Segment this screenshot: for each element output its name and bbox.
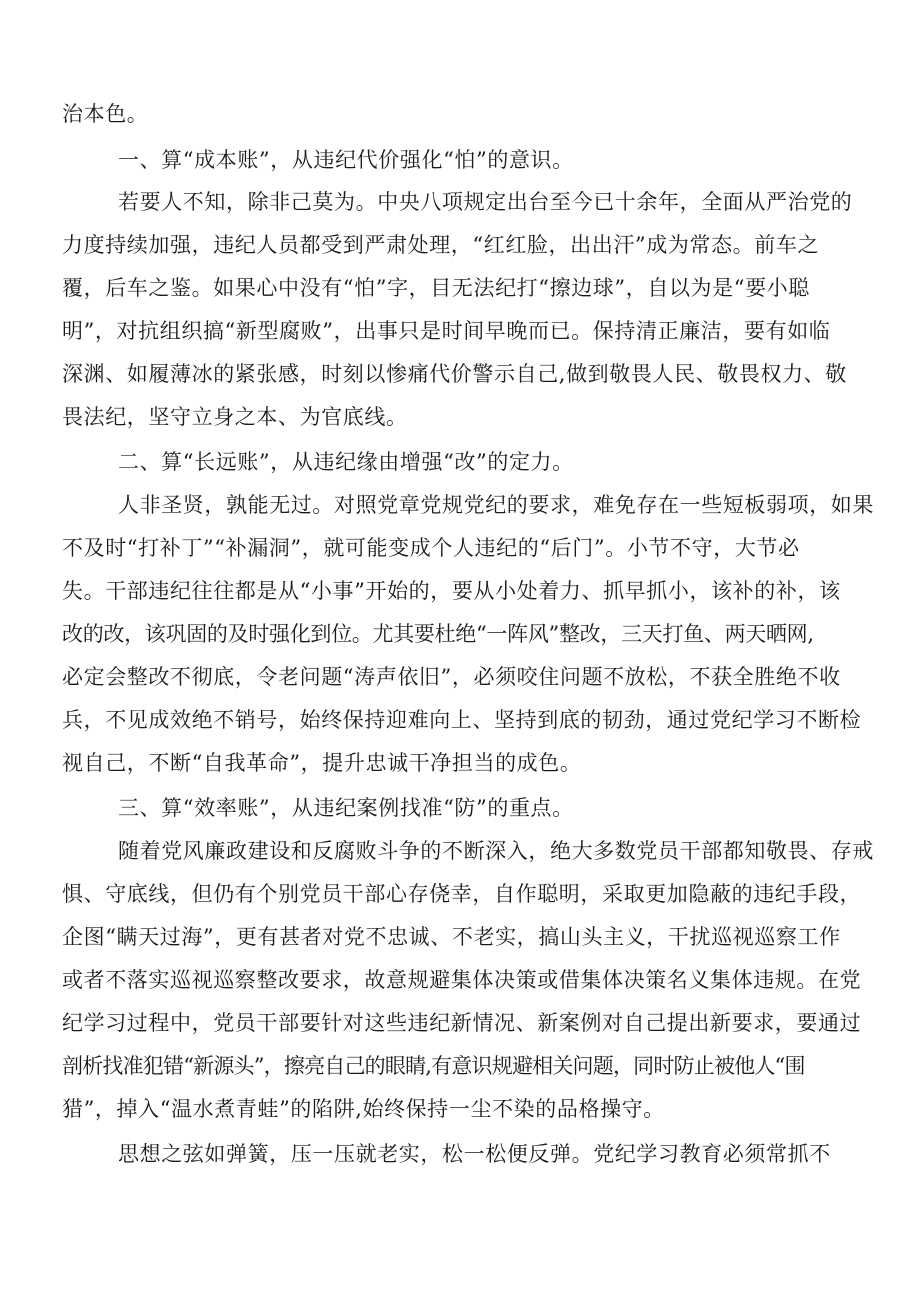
text-line: 或者不落实巡视巡察整改要求，故意规避集体决策或借集体决策名义集体违规。在党 xyxy=(62,968,862,992)
text-line: 思想之弦如弹簧，压一压就老实，松一松便反弹。党纪学习教育必须常抓不 xyxy=(118,1142,831,1166)
text-line: 纪学习过程中，党员干部要针对这些违纪新情况、新案例对自己提出新要求，要通过 xyxy=(62,1011,862,1035)
text-line: 兵，不见成效绝不销号，始终保持迎难向上、坚持到底的韧劲，通过党纪学习不断检 xyxy=(62,708,862,732)
text-line: 不及时“打补丁”“补漏洞”，就可能变成个人违纪的“后门”。小节不守，大节必 xyxy=(62,536,800,560)
text-line: 剖析找准犯错“新源头”，擦亮自己的眼睛,有意识规避相关问题，同时防止被他人“围 xyxy=(62,1054,805,1078)
text-line: 覆，后车之鉴。如果心中没有“怕”字，目无法纪打“擦边球”，自以为是“要小聪 xyxy=(62,276,810,300)
text-line: 若要人不知，除非己莫为。中央八项规定出台至今已十余年，全面从严治党的 xyxy=(118,190,853,214)
text-line: 必定会整改不彻底，令老问题“涛声依旧”，必须咬住问题不放松，不获全胜绝不收 xyxy=(62,665,841,689)
text-line: 随着党风廉政建设和反腐败斗争的不断深入，绝大多数党员干部都知敬畏、存戒 xyxy=(118,839,874,863)
text-line: 人非圣贤，孰能无过。对照党章党规党纪的要求，难免存在一些短板弱项，如果 xyxy=(118,493,874,517)
text-line: 深渊、如履薄冰的紧张感，时刻以惨痛代价警示自己,做到敬畏人民、敬畏权力、敬 xyxy=(62,362,847,386)
text-line: 明”，对抗组织搞“新型腐败”，出事只是时间早晚而已。保持清正廉洁，要有如临 xyxy=(62,319,831,343)
text-line: 改的改，该巩固的及时强化到位。尤其要杜绝“一阵风”整改，三天打鱼、两天晒网, xyxy=(62,622,814,646)
text-line: 治本色。 xyxy=(62,102,149,126)
section-heading-3: 三、算“效率账”，从违纪案例找准“防”的重点。 xyxy=(118,796,574,820)
text-line: 猎”，掉入“温水煮青蛙”的陷阱,始终保持一尘不染的品格操守。 xyxy=(62,1097,665,1121)
text-line: 企图“瞒天过海”，更有甚者对党不忠诚、不老实，搞山头主义，干扰巡视巡察工作 xyxy=(62,925,841,949)
text-line: 视自己，不断“自我革命”，提升忠诚干净担当的成色。 xyxy=(62,751,582,775)
section-heading-2: 二、算“长远账”，从违纪缘由增强“改”的定力。 xyxy=(118,450,574,474)
text-line: 惧、守底线，但仍有个别党员干部心存侥幸，自作聪明，采取更加隐蔽的违纪手段， xyxy=(62,882,862,906)
text-line: 失。干部违纪往往都是从“小事”开始的，要从小处着力、抓早抓小，该补的补，该 xyxy=(62,579,841,603)
section-heading-1: 一、算“成本账”，从违纪代价强化“怕”的意识。 xyxy=(118,148,574,172)
text-line: 畏法纪，坚守立身之本、为官底线。 xyxy=(62,405,408,429)
text-line: 力度持续加强，违纪人员都受到严肃处理，“红红脸，出出汗”成为常态。前车之 xyxy=(62,233,820,257)
